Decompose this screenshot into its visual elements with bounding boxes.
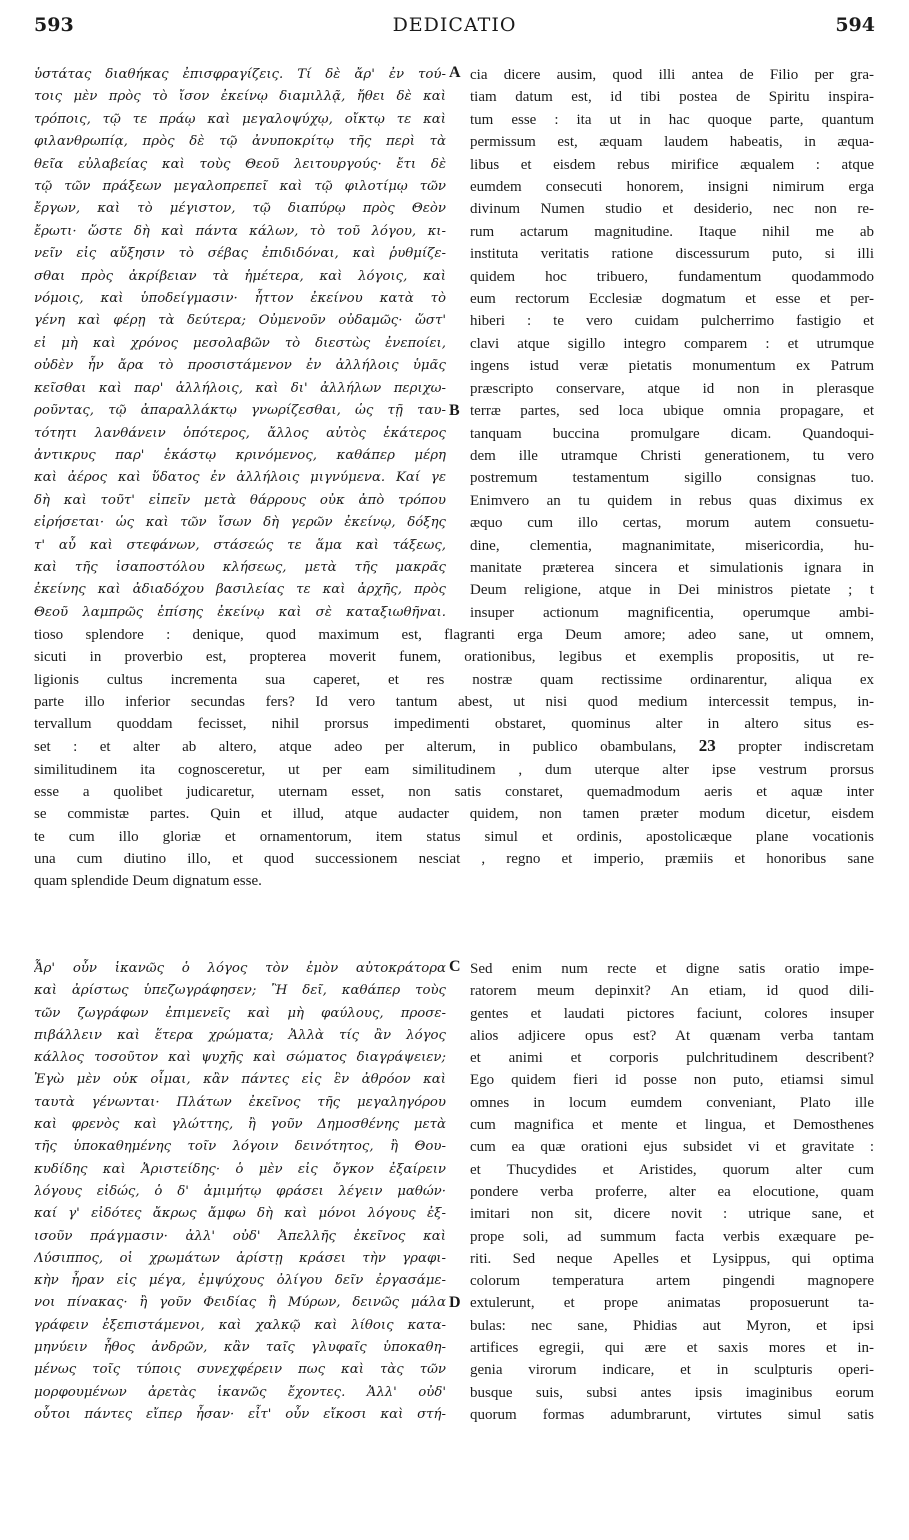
latin-top-line: rum actarum magnitudine. Itaque nihil me ab: [470, 223, 874, 240]
greek-bottom-line: καί γ' εἰδότες ἄκρως ἄμφω δὴ καὶ μόνοι λόγους ἐξ-: [34, 1206, 446, 1222]
greek-bottom-line: μορφουμένων ἀρετὰς ἱκανῶς ἔχοντες. Ἀλλ' οὐδ': [34, 1384, 446, 1400]
greek-top-line: τ' αὖ καὶ στεφάνων, στάσεώς τε ἅμα καὶ τάξεως,: [34, 537, 446, 553]
latin-bottom-line: extulerunt, et prope animatas proposuerunt ta-: [470, 1295, 874, 1312]
greek-bottom-line: τῶν ζωγράφων ἐπιμενεῖς καὶ μὴ φαύλους, προσε-: [34, 1005, 446, 1021]
latin-top-line: libus et eisdem rebus mirifice æqualem : atque: [470, 156, 874, 173]
latin-full-line: sicuti in proverbio est, propterea moverit funem, orationibus, legibus et exemplis propositis, ut re-: [34, 649, 874, 666]
greek-bottom-line: κυδίδης καὶ Ἀριστείδης· ὁ μὲν εἰς ὄγκον ἐξαίρειν: [34, 1161, 446, 1177]
greek-bottom-line: τῆς ὑποκαθημένης τοῖν λόγοιν δεινότητος, ἢ Θου-: [34, 1139, 446, 1155]
latin-top-line: hiberi : te vero cuidam pulcherrimo fastigio et: [470, 313, 874, 330]
greek-top-line: σθαι πρὸς ἀκρίβειαν τὰ ἡμέτερα, καὶ λόγοις, καὶ: [34, 268, 446, 284]
latin-bottom-line: genia virorum indicare, et in sculpturis operi-: [470, 1362, 874, 1379]
latin-column-bottom: [470, 958, 874, 1426]
latin-top-line: insuper actionum magnificentia, operumque ambi-: [470, 604, 874, 621]
greek-top-line: γένη καὶ φέρῃ τὰ δεύτερα; Οὐμενοῦν οὐδαμῶς· ὥστ': [34, 313, 446, 329]
latin-bottom-line: alios adjicere opus est? At quænam verba tantam: [470, 1027, 874, 1044]
latin-bottom-line: quorum formas adumbrarunt, virtutes simul satis: [470, 1406, 874, 1423]
latin-full-line: esse a quolibet judicaretur, uternam esset, non satis constaret, quemadmodum aeris et aquæ inter: [34, 784, 874, 801]
latin-top-line: postremum testamentum sigillo consignas tuo.: [470, 470, 874, 487]
greek-bottom-line: ταυτὰ γένωνται· Πλάτων ἐκεῖνος τῆς μεγαληγόρου: [34, 1094, 446, 1110]
greek-top-line: ἐκείνης καὶ ἀδιαδόχου βασιλείας τε καὶ ἀρχῆς, πρὸς: [34, 582, 446, 598]
greek-top-line: Θεοῦ λαμπρῶς ἐπίσης ἐκείνῳ καὶ σὲ καταξιωθῆναι.: [34, 604, 446, 620]
latin-top-line: terræ partes, sed loca ubique omnia propagare, et: [470, 403, 874, 420]
greek-bottom-line: Λύσιππος, οἱ χρωμάτων ἀρίστῃ κράσει τὴν γραφι-: [34, 1250, 446, 1266]
latin-bottom-line: prope soli, ad summum facta verbis exæquare pe-: [470, 1228, 874, 1245]
latin-top-line: Deum religione, atque in Dei ministros pietate ; t: [470, 582, 874, 599]
latin-bottom-line: imitari non sit, dicere novit : utrique sane, et: [470, 1206, 874, 1223]
latin-full-line: se commistæ partes. Quin et illud, atque audacter quidem, non tamen præter modum dicetur, eisdem: [34, 806, 874, 823]
latin-top-line: ingens istud veræ pietatis monumentum ex Patrum: [470, 358, 874, 375]
greek-top-line: ἔργων, καὶ τὸ μέγιστον, τῷ διαπύρῳ πρὸς Θεὸν: [34, 201, 446, 217]
latin-full-line: ligionis cultus incrementa sua caperet, et res nostræ quam rectissime ordinarentur, aliqua ex: [34, 671, 874, 688]
greek-bottom-line: μηνύειν ἦθος ἀνδρῶν, κἂν ταῖς γλυφαῖς ὑποκαθη-: [34, 1340, 446, 1356]
latin-top-line: instituta veritatis ratione discessurum puto, si illi: [470, 246, 874, 263]
latin-top-line: eumdem consecuti honorem, insigni nimirum erga: [470, 179, 874, 196]
greek-bottom-line: κάλλος τοσοῦτον καὶ ψυχῆς καὶ σώματος διαγράψειεν;: [34, 1050, 446, 1066]
latin-full-line: parte illo inferior secundas fers? Id vero tantum abest, ut nisi quod medium intercessit tempus, in-: [34, 693, 874, 710]
latin-bottom-line: bulas: nec sane, Phidias aut Myron, et ipsi: [470, 1317, 874, 1334]
latin-top-line: tiam datum est, id tibi postea de Spiritu inspira-: [470, 89, 874, 106]
page-number-right: 594: [835, 14, 875, 36]
latin-full-line: similitudinem ita cognosceretur, ut per eam similitudinem , dum uterque alter ipse vestrum prorsus: [34, 761, 874, 778]
latin-bottom-line: artifices egregii, qui ære et saxis mores et in-: [470, 1340, 874, 1357]
latin-top-line: præscripto conservare, atque id non in plerasque: [470, 380, 874, 397]
greek-top-line: ὑστάτας διαθήκας ἐπισφραγίζεις. Τί δὲ ἄρ' ἐν τού-: [34, 67, 446, 82]
running-title: DEDICATIO: [392, 14, 517, 36]
latin-column-top: [470, 64, 874, 624]
greek-top-line: ἀντικρυς παρ' ἑκάστῳ κρινόμενος, καθάπερ μέρη: [34, 447, 446, 463]
margin-marker-c: C: [449, 958, 461, 975]
greek-bottom-line: μένως τοῖς τύποις συνεχφέρειν πως καὶ τὰς τῶν: [34, 1362, 446, 1378]
greek-bottom-line: πιβάλλειν καὶ ἕτερα χρώματα; Ἀλλὰ τίς ἂν λόγος: [34, 1027, 446, 1043]
latin-top-line: tanquam buccina promulgare dicam. Quandoqui-: [470, 425, 874, 442]
latin-full-line: una cum diutino illo, et quod successionem nesciat , regno et imperio, præmiis et honoribus sane: [34, 850, 874, 867]
latin-full-last-line: quam splendide Deum dignatum esse.: [34, 873, 262, 890]
greek-top-line: ἔρωτι· ὥστε δὴ καὶ πάντα κάλων, τὸ τοῦ λόγου, κι-: [34, 223, 446, 239]
greek-top-line: τῷ τῶν πράξεων μεγαλοπρεπεῖ καὶ τῷ φιλοτίμῳ τῶν: [34, 179, 446, 195]
greek-top-line: καὶ τῆς ἰσαποστόλου κλήσεως, μετὰ τῆς μακρᾶς: [34, 559, 446, 575]
latin-full-line: te cum illo gloriæ et ornamentorum, item status simul et ordinis, apostolicæque plane vocationis: [34, 828, 874, 845]
latin-bottom-line: et Thucydides et Aristides, quorum alter cum: [470, 1161, 874, 1178]
latin-bottom-line: Sed enim num recte et digne satis oratio impe-: [470, 961, 874, 977]
column-number-marker: 23: [698, 736, 716, 756]
latin-bottom-line: colorum temperatura artem pingendi magnopere: [470, 1273, 874, 1290]
latin-top-line: quidem hoc tribuero, fundamentum quodammodo: [470, 268, 874, 285]
latin-top-line: dine, clementia, magnanimitate, misericordia, hu-: [470, 537, 874, 554]
greek-top-line: κεῖσθαι καὶ παρ' ἀλλήλοις, καὶ δι' ἀλλήλων περιχω-: [34, 380, 446, 396]
greek-top-line: τρόποις, τῷ τε πράῳ καὶ μεγαλοψύχῳ, οἴκτῳ τε καὶ: [34, 111, 446, 127]
latin-bottom-line: riti. Sed neque Apelles et Lysippus, qui optima: [470, 1250, 874, 1267]
latin-bottom-line: ratorem meum depinxit? An etiam, id quod dili-: [470, 983, 874, 1000]
page-number-left: 593: [34, 14, 74, 36]
latin-full-line-text: set : et alter ab altero, atque adeo per alterum, in publico obambulans,: [34, 739, 677, 756]
latin-full-width-block: [34, 624, 874, 893]
latin-top-line: dem ille utramque Christi generationem, tu vero: [470, 447, 874, 464]
greek-bottom-line: λόγους εἰδώς, ὁ δ' ἀμιμήτῳ φράσει λέγειν μαθών·: [34, 1183, 446, 1199]
latin-bottom-line: et animi et corporis pulchritudinem describent?: [470, 1050, 874, 1067]
greek-column-bottom: [34, 958, 446, 1426]
greek-top-line: δὴ καὶ τοῦτ' εἰπεῖν μετὰ θάρρους οὐκ ἀπὸ τρόπου: [34, 492, 446, 508]
latin-bottom-line: pondere verba proferre, alter ea elocutione, quam: [470, 1183, 874, 1200]
greek-bottom-line: Ἐγὼ μὲν οὐκ οἶμαι, κἂν πάντες εἰς ἓν ἀθρόον καὶ: [34, 1072, 446, 1088]
greek-top-line: τοις μὲν πρὸς τὸ ἴσον ἐκείνῳ διαμιλλᾷ, ἤθει δὲ καὶ: [34, 89, 446, 105]
latin-full-line-text: propter indiscretam: [738, 739, 874, 756]
greek-bottom-line: κὴν ἦραν εἰς μέγα, ἐμψύχους ὀλίγου δεῖν ἐργασάμε-: [34, 1273, 446, 1289]
greek-top-line: οὐδὲν ἦν ἄρα τὸ προσιστάμενον ἐν ἀλλήλοις ὑμᾶς: [34, 358, 446, 374]
greek-top-line: καὶ ἀέρος καὶ ὕδατος ἐν ἀλλήλοις μιγνύμενα. Καί γε: [34, 470, 446, 486]
latin-bottom-line: cum ea quæ orationi ejus subsidet vi et gravitate :: [470, 1139, 874, 1156]
greek-bottom-line: ισοῦν πράγμασιν· ἀλλ' οὐδ' Ἀπελλῆς ἐκεῖνος καὶ: [34, 1228, 446, 1244]
latin-bottom-line: busque suis, subsi antes ipsis imaginibus eorum: [470, 1384, 874, 1401]
latin-top-line: cia dicere ausim, quod illi antea de Filio per gra-: [470, 67, 874, 83]
greek-top-line: εἰ μὴ καὶ χρόνος μεσολαβῶν τὸ διεστὼς ἐνεποίει,: [34, 335, 446, 351]
latin-bottom-line: gentes et laudati pictores faciunt, colores insuper: [470, 1005, 874, 1022]
greek-bottom-line: γράφειν ἐξεπιστάμενοι, καὶ χαλκῷ καὶ λίθοις κατα-: [34, 1317, 446, 1333]
latin-full-line: tervallum quoddam fecisset, nihil prorsus impedimenti obstaret, quominus alter in altero situs es-: [34, 716, 874, 733]
margin-marker-b: B: [449, 402, 460, 419]
greek-top-line: νόμοις, καὶ ὑποδείγμασιν· ἧττον ἐκείνου κατὰ τὸ: [34, 291, 446, 307]
latin-top-line: Enimvero an tu quidem in rebus quas diximus ex: [470, 492, 874, 509]
greek-column-top: [34, 64, 446, 624]
latin-bottom-line: Ego quidem fieri id posse non puto, etiamsi simul: [470, 1072, 874, 1089]
latin-top-line: divinum Numen studio et desiderio, nec non re-: [470, 201, 874, 218]
greek-top-line: τότητι λανθάνειν ὁπότερος, ἄλλος αὐτὸς ἑκάτερος: [34, 425, 446, 441]
greek-top-line: θεῖα εὐλαβείας καὶ τοὺς Θεοῦ λειτουργούς· ἔτι δὲ: [34, 156, 446, 172]
greek-bottom-line: Ἆρ' οὖν ἱκανῶς ὁ λόγος τὸν ἐμὸν αὐτοκράτορα: [34, 961, 446, 976]
latin-top-line: clavi atque sigillo integro comparem : et utrumque: [470, 335, 874, 352]
latin-full-line: tioso splendore : denique, quod maximum est, flagranti erga Deum amore; adeo sane, ut omnem,: [34, 627, 874, 643]
greek-bottom-line: νοι πίνακας· ἢ γοῦν Φειδίας ἢ Μύρων, δεινῶς μάλα: [34, 1295, 446, 1311]
latin-bottom-line: omnes in locum eumdem conveniant, Plato ille: [470, 1094, 874, 1111]
running-header: [34, 14, 875, 46]
latin-top-line: æquo cum illo certas, morum autem consuetu-: [470, 515, 874, 532]
latin-bottom-line: cum magnifica et mente et lingua, et Demosthenes: [470, 1117, 874, 1134]
latin-top-line: manitate præterea sincera et simulationis ignara in: [470, 559, 874, 576]
greek-top-line: νεῖν εἰς αὔξησιν τὸ σέβας ἐπιδιδόναι, καὶ ῥυθμίζε-: [34, 246, 446, 262]
latin-top-line: eum rectorum Ecclesiæ dogmatum et esse et per-: [470, 291, 874, 308]
greek-top-line: εἰρήσεται· ὡς καὶ τῶν ἴσων δὴ γερῶν ἐκείνῳ, δόξης: [34, 515, 446, 531]
margin-marker-a: A: [449, 64, 461, 81]
greek-bottom-line: καὶ ἀρίστως ὑπεζωγράφησεν; Ἢ δεῖ, καθάπερ τοὺς: [34, 983, 446, 999]
latin-top-line: permissum est, æquam laudem habeatis, in æqua-: [470, 134, 874, 151]
greek-bottom-line: οὗτοι πάντες εἴπερ ἦσαν· εἶτ' οὖν εἴκοσι καὶ στή-: [34, 1406, 446, 1422]
greek-top-line: φιλανθρωπίᾳ, πρὸς δὲ τῷ ἀνυποκρίτῳ τῆς περὶ τὰ: [34, 134, 446, 150]
greek-top-line: ροῦντας, τῷ ἀπαραλλάκτῳ γνωρίζεσθαι, ὡς τῇ ταυ-: [34, 403, 446, 419]
latin-full-line-with-column-number: [34, 735, 874, 758]
margin-marker-d: D: [449, 1294, 461, 1311]
greek-bottom-line: καὶ φρενὸς καὶ γλώττης, ἢ γοῦν Δημοσθένης μετὰ: [34, 1117, 446, 1133]
latin-top-line: tum esse : ita ut in hac quoque parte, quantum: [470, 111, 874, 128]
